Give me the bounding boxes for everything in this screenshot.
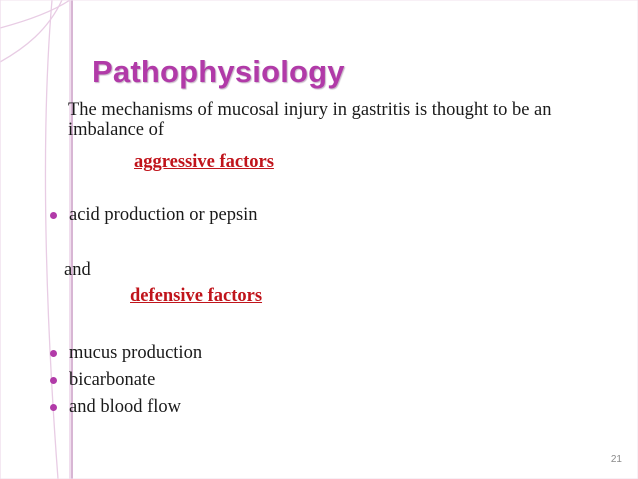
- aggressive-item-text: acid production or pepsin: [69, 205, 258, 225]
- defensive-item-text: mucus production: [69, 343, 203, 363]
- bullet-icon: [50, 350, 57, 357]
- aggressive-factors-label: aggressive factors: [134, 152, 274, 172]
- connector-text: and: [64, 260, 91, 280]
- intro-text: The mechanisms of mucosal injury in gastritis is thought to be an imbalance of: [68, 100, 552, 140]
- bullet-icon: [50, 404, 57, 411]
- defensive-factors-label: defensive factors: [130, 286, 263, 306]
- bullet-icon: [50, 212, 57, 219]
- page-number: 21: [610, 454, 622, 465]
- aggressive-item: [50, 205, 258, 226]
- defensive-item: [50, 370, 155, 391]
- defensive-item: [50, 343, 202, 364]
- defensive-item-text: and blood flow: [69, 397, 182, 417]
- slide-title: Pathophysiology: [92, 54, 345, 89]
- defensive-item: [50, 397, 181, 418]
- bullet-icon: [50, 377, 57, 384]
- defensive-item-text: bicarbonate: [69, 370, 156, 390]
